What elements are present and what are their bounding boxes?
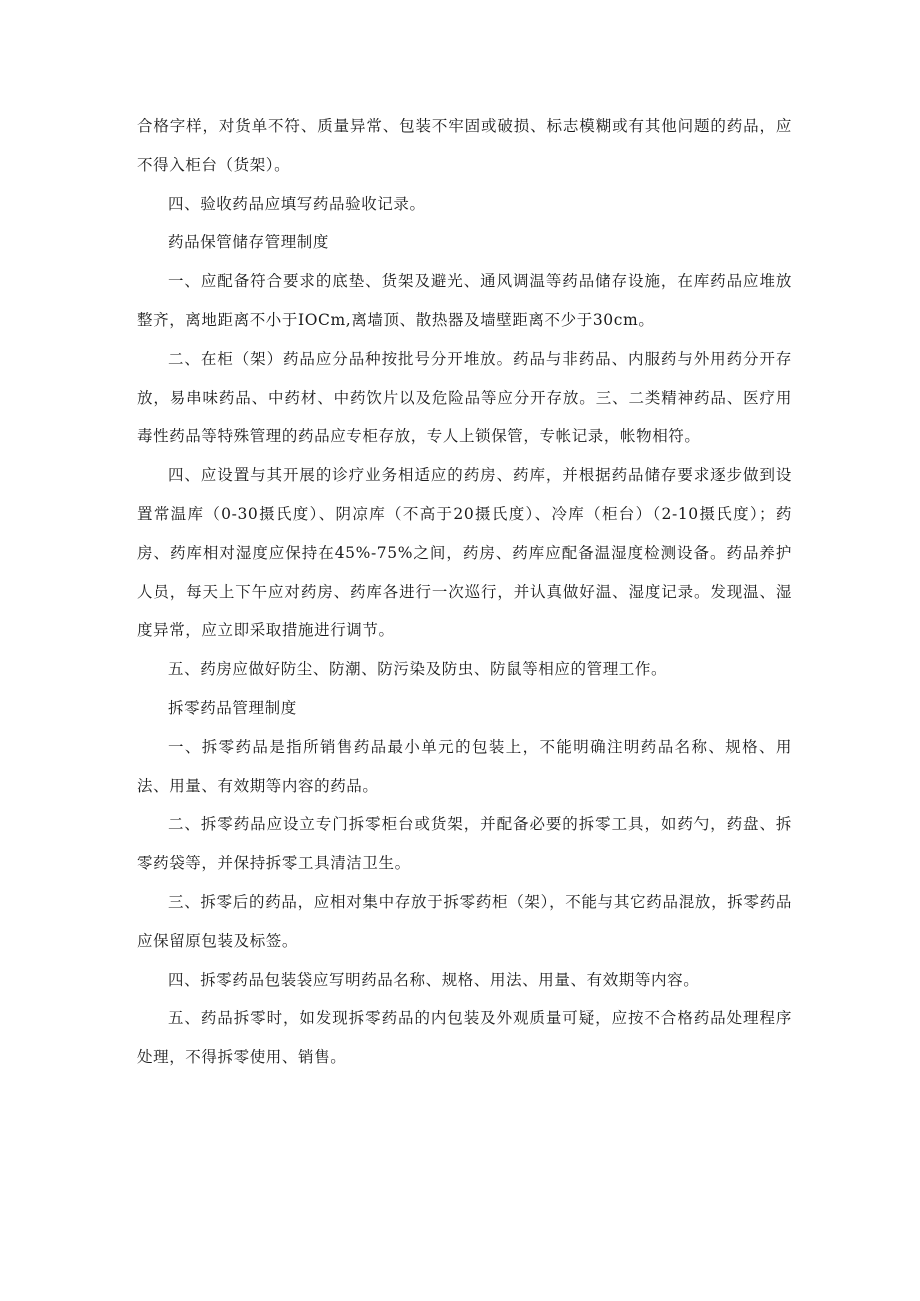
- section-heading-unpacking: 拆零药品管理制度: [168, 698, 297, 717]
- paragraph-unpacking-4: 四、拆零药品包装袋应写明药品名称、规格、用法、用量、有效期等内容。: [168, 970, 700, 989]
- paragraph-unpacking-3: 三、拆零后的药品，应相对集中存放于拆零药柜（架），不能与其它药品混放，拆零药品应保留原包装及标签。: [137, 892, 792, 950]
- section-heading-storage: 药品保管储存管理制度: [168, 233, 330, 252]
- paragraph-unpacking-2: 二、拆零药品应设立专门拆零柜台或货架，并配备必要的拆零工具，如药勺，药盘、拆零药袋等，并保持拆零工具清洁卫生。: [137, 815, 792, 873]
- paragraph-acceptance-record: 四、验收药品应填写药品验收记录。: [168, 194, 426, 213]
- paragraph-storage-2: 二、在柜（架）药品应分品种按批号分开堆放。药品与非药品、内服药与外用药分开存放，易串味药品、中药材、中药饮片以及危险品等应分开存放。三、二类精神药品、医疗用毒性药品等特殊管理的药品应专柜存放，专人上锁保管，专帐记录，帐物相符。: [137, 349, 792, 446]
- paragraph-storage-1: 一、应配备符合要求的底垫、货架及避光、通风调温等药品储存设施，在库药品应堆放整齐，离地距离不小于IOCm,离墙顶、散热器及墙壁距离不少于30cm。: [137, 272, 792, 329]
- paragraph-storage-4: 四、应设置与其开展的诊疗业务相适应的药房、药库，并根据药品储存要求逐步做到设置常温库（0-30摄氏度）、阴凉库（不高于20摄氏度）、冷库（柜台）（2-10摄氏度）；药房、药库相对湿度应保持在45%-75%之间，药房、药库应配备温湿度检测设备。药品养护人员，每天上下午应对药房、药库各进行一次巡行，并认真做好温、湿度记录。发现温、湿度异常，应立即采取措施进行调节。: [137, 466, 792, 640]
- document-body: [137, 107, 792, 1077]
- paragraph-acceptance-continued: 合格字样，对货单不符、质量异常、包装不牢固或破损、标志模糊或有其他问题的药品，应不得入柜台（货架）。: [137, 117, 792, 174]
- paragraph-storage-5: 五、药房应做好防尘、防潮、防污染及防虫、防鼠等相应的管理工作。: [168, 660, 668, 679]
- paragraph-unpacking-5: 五、药品拆零时，如发现拆零药品的内包装及外观质量可疑，应按不合格药品处理程序处理，不得拆零使用、销售。: [137, 1009, 792, 1067]
- paragraph-unpacking-1: 一、拆零药品是指所销售药品最小单元的包装上，不能明确注明药品名称、规格、用法、用量、有效期等内容的药品。: [137, 737, 792, 795]
